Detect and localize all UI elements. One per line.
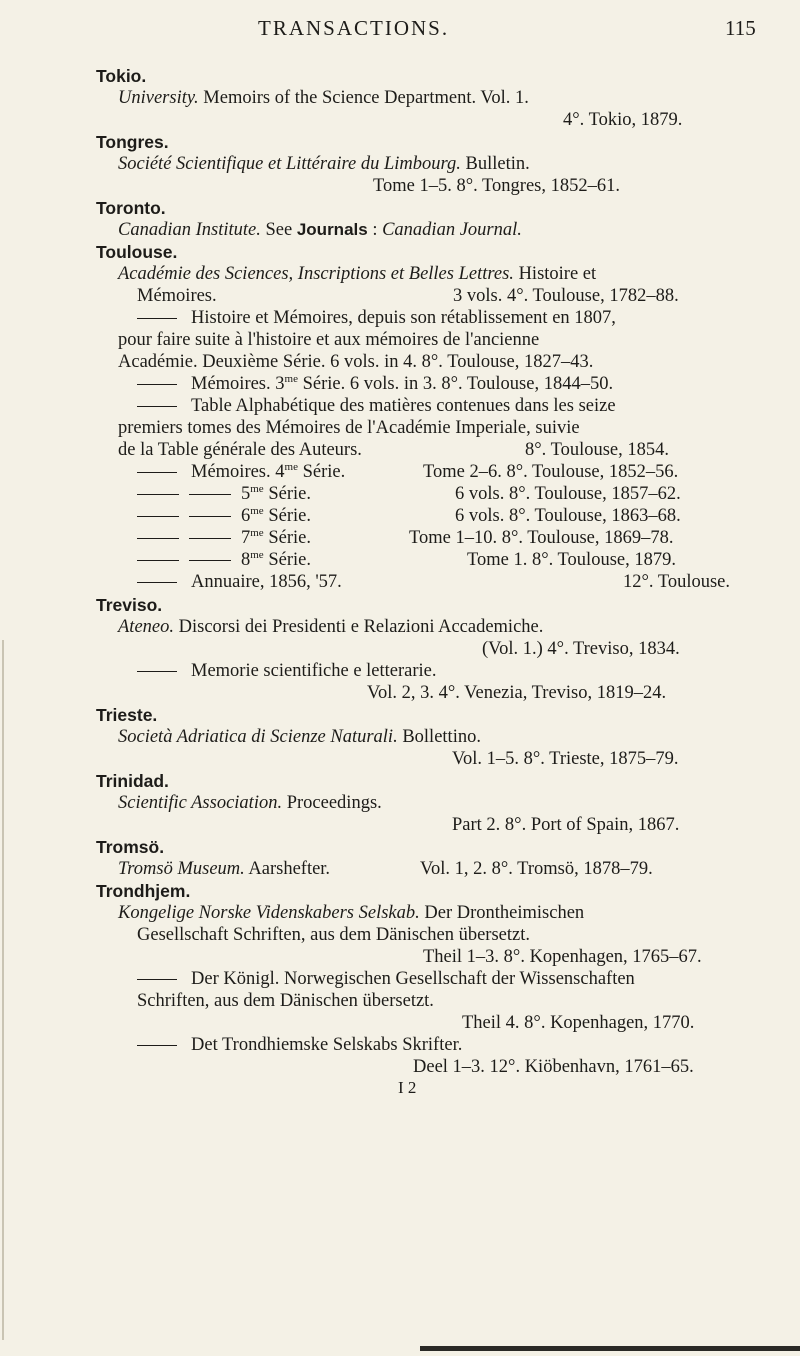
ditto-dash — [137, 979, 177, 980]
entry-line: Société Scientifique et Littéraire du Limbourg. Bulletin. — [118, 154, 530, 174]
entry-line: $8^{me}$ Série. — [137, 549, 311, 571]
ditto-dash — [137, 516, 179, 517]
ditto-dash — [137, 472, 177, 473]
place-heading-tromso: Tromsö. — [96, 837, 165, 857]
entry-line: (Vol. 1.) 4°. Treviso, 1834. — [482, 639, 680, 659]
entry-line: Tome 1–10. 8°. Toulouse, 1869–78. — [409, 528, 674, 548]
place-heading-trondhjem: Trondhjem. — [96, 881, 191, 901]
entry-line: Scientific Association. Proceedings. — [118, 793, 382, 813]
ditto-dash — [137, 384, 177, 385]
ditto-dash — [137, 538, 179, 539]
entry-line: Annuaire, 1856, '57. — [137, 571, 342, 593]
entry-line: pour faire suite à l'histoire et aux mémoires de l'ancienne — [118, 330, 540, 350]
entry-line: Det Trondhiemske Selskabs Skrifter. — [137, 1034, 462, 1056]
entry-line: Tome 1. 8°. Toulouse, 1879. — [467, 550, 676, 570]
entry-line: Kongelige Norske Videnskabers Selskab. Der Drontheimischen — [118, 903, 585, 923]
entry-line: Mémoires. $4^{me}$ Série. — [137, 461, 345, 483]
entry-line: Académie des Sciences, Inscriptions et Belles Lettres. Histoire et — [118, 264, 597, 284]
entry-line: 3 vols. 4°. Toulouse, 1782–88. — [453, 286, 679, 306]
signature-mark: I 2 — [398, 1078, 417, 1097]
entry-line: 4°. Tokio, 1879. — [563, 110, 683, 130]
ditto-dash — [137, 318, 177, 319]
entry-line: Mémoires. — [137, 286, 217, 306]
entry-line: 8°. Toulouse, 1854. — [525, 440, 669, 460]
entry-line: 6 vols. 8°. Toulouse, 1857–62. — [455, 484, 681, 504]
entry-line: Der Königl. Norwegischen Gesellschaft der Wissenschaften — [137, 968, 635, 990]
entry-line: Theil 1–3. 8°. Kopenhagen, 1765–67. — [423, 947, 702, 967]
place-heading-treviso: Treviso. — [96, 595, 163, 615]
entry-line: Table Alphabétique des matières contenues dans les seize — [137, 395, 616, 417]
entry-line: 6 vols. 8°. Toulouse, 1863–68. — [455, 506, 681, 526]
entry-line: Deel 1–3. 12°. Kiöbenhavn, 1761–65. — [413, 1057, 694, 1077]
entry-line: Memorie scientifiche e letterarie. — [137, 660, 437, 682]
entry-line: $5^{me}$ Série. — [137, 483, 311, 505]
entry-line: Tome 2–6. 8°. Toulouse, 1852–56. — [423, 462, 679, 482]
running-head — [0, 16, 800, 46]
entry-line: Tome 1–5. 8°. Tongres, 1852–61. — [373, 176, 621, 196]
entry-line: Ateneo. Discorsi dei Presidenti e Relazioni Accademiche. — [118, 617, 544, 637]
place-heading-toronto: Toronto. — [96, 198, 166, 218]
entry-line: Histoire et Mémoires, depuis son rétablissement en 1807, — [137, 307, 616, 329]
place-heading-trieste: Trieste. — [96, 705, 158, 725]
place-heading-tongres: Tongres. — [96, 132, 169, 152]
entry-line: Canadian Institute. See Journals : Canadian Journal. — [118, 220, 522, 240]
entry-line: premiers tomes des Mémoires de l'Académie Imperiale, suivie — [118, 418, 580, 438]
ditto-dash — [137, 1045, 177, 1046]
ditto-dash — [137, 406, 177, 407]
entry-line: Theil 4. 8°. Kopenhagen, 1770. — [462, 1013, 695, 1033]
place-heading-trinidad: Trinidad. — [96, 771, 169, 791]
place-heading-tokio: Tokio. — [96, 66, 147, 86]
ditto-dash — [137, 582, 177, 583]
ditto-dash — [189, 516, 231, 517]
ditto-dash — [189, 538, 231, 539]
entry-line: Académie. Deuxième Série. 6 vols. in 4. 8°. Toulouse, 1827–43. — [118, 352, 594, 372]
entry-line: 12°. Toulouse. — [623, 572, 730, 592]
bottom-rule — [420, 1346, 800, 1351]
running-title: TRANSACTIONS. — [258, 16, 450, 40]
entry-line: Vol. 1, 2. 8°. Tromsö, 1878–79. — [420, 859, 653, 879]
ditto-dash — [137, 494, 179, 495]
entry-line: Società Adriatica di Scienze Naturali. Bollettino. — [118, 727, 481, 747]
ditto-dash — [189, 494, 231, 495]
ditto-dash — [137, 560, 179, 561]
entry-line: Vol. 1–5. 8°. Trieste, 1875–79. — [452, 749, 679, 769]
entry-line: Mémoires. $3^{me}$ Série. 6 vols. in 3. 8°. Toulouse, 1844–50. — [137, 373, 613, 395]
entry-line: $6^{me}$ Série. — [137, 505, 311, 527]
entry-line: Schriften, aus dem Dänischen übersetzt. — [137, 991, 434, 1011]
entry-line: $7^{me}$ Série. — [137, 527, 311, 549]
ditto-dash — [137, 671, 177, 672]
entry-line: de la Table générale des Auteurs. — [118, 440, 362, 460]
entry-line: Vol. 2, 3. 4°. Venezia, Treviso, 1819–24. — [367, 683, 667, 703]
entry-line: Tromsö Museum. Aarshefter. — [118, 859, 331, 879]
entry-line: University. Memoirs of the Science Department. Vol. 1. — [118, 88, 529, 108]
entry-line: Gesellschaft Schriften, aus dem Dänischen übersetzt. — [137, 925, 530, 945]
page-edge-shadow — [2, 640, 4, 1340]
ditto-dash — [189, 560, 231, 561]
entry-line: Part 2. 8°. Port of Spain, 1867. — [452, 815, 680, 835]
page-number: 115 — [725, 16, 756, 40]
place-heading-toulouse: Toulouse. — [96, 242, 178, 262]
